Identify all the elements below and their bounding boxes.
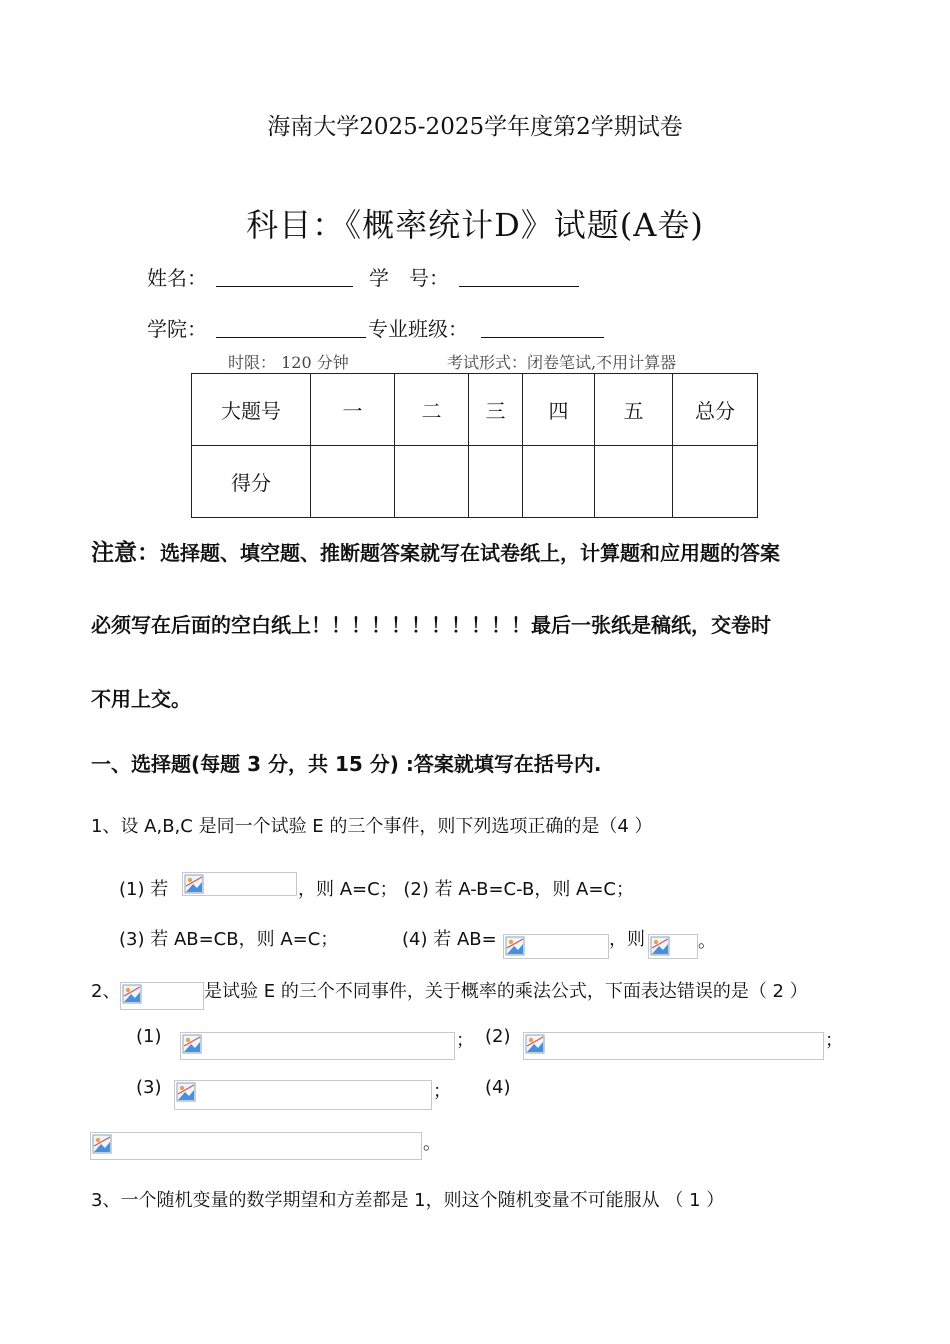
q2-semicolon-1: ； [456,1030,474,1051]
q2-option-4-label: (4) [485,1077,511,1098]
q1-option-4-mid: ，则 [609,929,645,950]
notice-line-2: 必须写在后面的空白纸上！！！！！！！！！！！最后一张纸是稿纸，交卷时 [91,613,771,637]
notice-line-1 [91,534,780,567]
score-header-cell: 五 [595,374,673,446]
score-header-cell: 一 [311,374,395,446]
q2-option-3-label: (3) [136,1077,162,1098]
q2-semicolon-2: ； [825,1030,843,1051]
college-label: 学院： [147,317,207,341]
q1-option-4-end: 。 [698,931,716,952]
name-blank[interactable] [216,266,353,287]
class-blank[interactable] [481,317,604,338]
score-cell[interactable] [311,446,395,518]
score-header-cell: 二 [395,374,469,446]
id-label: 学 号： [369,266,449,290]
broken-image-icon [182,872,297,896]
q2-semicolon-3: ； [433,1081,451,1102]
section1-title: 一、选择题(每题 3 分，共 15 分) :答案就填写在括号内. [91,752,602,776]
score-header-cell: 大题号 [192,374,311,446]
q2-stem: 是试验 E 的三个不同事件，关于概率的乘法公式，下面表达错误的是（ 2 ） [204,981,808,1002]
notice-prefix: 注意： [91,540,160,566]
score-table-score-row [192,446,758,518]
q2-number: 2、 [91,981,121,1002]
broken-image-icon [648,934,698,959]
name-label: 姓名： [147,266,207,290]
score-cell[interactable] [595,446,673,518]
score-cell[interactable] [523,446,595,518]
broken-image-icon [120,982,204,1010]
score-table [191,373,758,518]
q1-stem: 1、设 A,B,C 是同一个试验 E 的三个事件，则下列选项正确的是（4 ） [91,816,653,837]
notice-line-3: 不用上交。 [91,687,191,711]
score-header-cell: 四 [523,374,595,446]
score-table-header-row [192,374,758,446]
broken-image-icon [180,1032,455,1060]
score-header-cell: 总分 [673,374,758,446]
q1-option-1-prefix: (1) 若 [119,879,169,900]
college-blank[interactable] [216,317,366,338]
score-cell[interactable] [395,446,469,518]
q1-option-1-suffix: ，则 A=C； (2) 若 A-B=C-B，则 A=C； [298,879,635,900]
score-row-label: 得分 [192,446,311,518]
q1-option-3: (3) 若 AB=CB，则 A=C； [119,929,339,950]
exam-form: 考试形式：闭卷笔试,不用计算器 [447,353,677,372]
broken-image-icon [523,1032,824,1060]
score-cell[interactable] [469,446,523,518]
score-cell[interactable] [673,446,758,518]
broken-image-icon [503,934,609,959]
broken-image-icon [174,1080,432,1110]
score-header-cell: 三 [469,374,523,446]
time-limit: 时限： 120 分钟 [228,353,349,372]
broken-image-icon [90,1132,422,1160]
exam-title: 海南大学2025-2025学年度第2学期试卷 [267,114,683,140]
q2-option-1-label: (1) [136,1026,162,1047]
q3-stem: 3、一个随机变量的数学期望和方差都是 1，则这个随机变量不可能服从 （ 1 ） [91,1190,725,1211]
class-label: 专业班级： [368,317,468,341]
q2-option-2-label: (2) [485,1026,511,1047]
notice-text-1: 选择题、填空题、推断题答案就写在试卷纸上，计算题和应用题的答案 [160,541,780,565]
q2-end-mark: 。 [423,1133,441,1154]
subject-title: 科目：《概率统计D》试题(A卷) [246,206,704,244]
q1-option-4-prefix: (4) 若 AB= [402,929,497,950]
id-blank[interactable] [459,266,579,287]
